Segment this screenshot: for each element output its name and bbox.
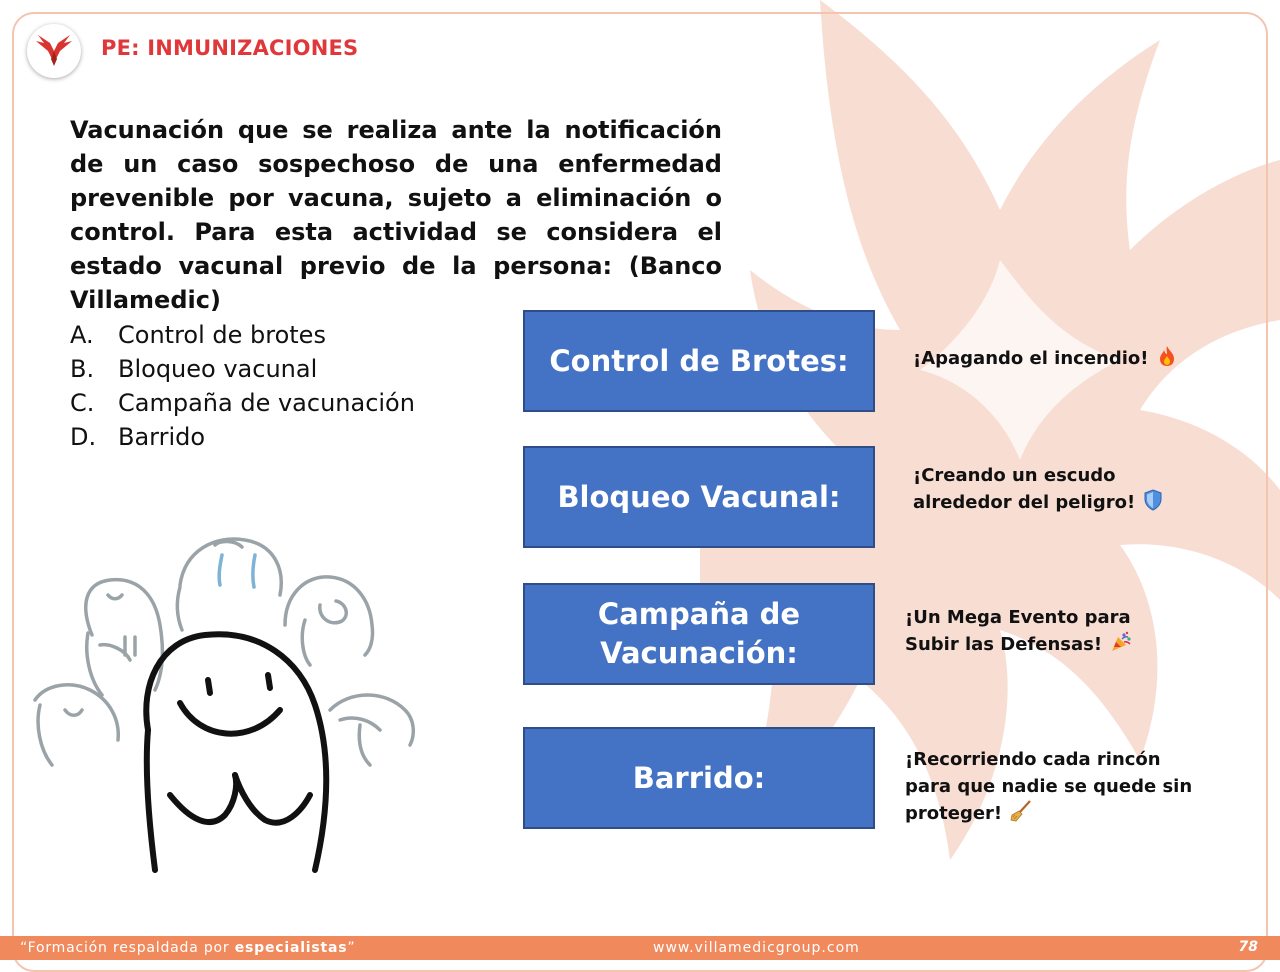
doodle-crowd-illustration (30, 525, 420, 890)
phoenix-logo-icon (34, 33, 74, 69)
note-barrido (905, 746, 1192, 830)
note-bloqueo-vacunal (913, 462, 1163, 519)
option-letter: D. (70, 423, 97, 451)
option-label: Barrido (118, 423, 206, 451)
card-barrido: Barrido: (523, 727, 875, 829)
slogan-bold-text: especialistas (234, 940, 348, 956)
option-letter: C. (70, 389, 95, 417)
slogan-text: “Formación respaldada por (20, 940, 235, 956)
option-a[interactable] (70, 318, 415, 352)
option-b[interactable] (70, 352, 415, 386)
villamedic-logo (27, 24, 81, 78)
option-d[interactable] (70, 420, 415, 454)
option-label: Bloqueo vacunal (118, 355, 318, 383)
note-campana-de-vacunacion (905, 604, 1132, 661)
note-line: Subir las Defensas! (905, 634, 1103, 655)
question-text: Vacunación que se realiza ante la notificación de un caso sospechoso de una enfermedad prevenible por vacuna, sujeto a eliminación o control. Para esta actividad se considera el estado vacunal previo de la persona: (Banco Villamedic) (70, 116, 722, 314)
footer-website-link[interactable]: www.villamedicgroup.com (653, 940, 860, 956)
note-line: ¡Recorriendo cada rincón (905, 749, 1161, 770)
slogan-quote: ” (347, 940, 356, 956)
option-label: Control de brotes (118, 321, 326, 349)
page-number: 78 (1238, 939, 1258, 955)
note-line: proteger! (905, 803, 1003, 824)
option-letter: B. (70, 355, 95, 383)
option-c[interactable] (70, 386, 415, 420)
card-bloqueo-vacunal: Bloqueo Vacunal: (523, 446, 875, 548)
note-line: para que nadie se quede sin (905, 776, 1193, 797)
shield-icon (1143, 489, 1163, 519)
option-label: Campaña de vacunación (118, 389, 415, 417)
card-control-de-brotes: Control de Brotes: (523, 310, 875, 412)
card-campana-de-vacunacion: Campaña de Vacunación: (523, 583, 875, 685)
fire-icon (1157, 345, 1177, 375)
page-title: PE: INMUNIZACIONES (101, 36, 359, 60)
note-line: ¡Un Mega Evento para (905, 607, 1131, 628)
footer-slogan (20, 940, 355, 956)
note-line: alrededor del peligro! (913, 492, 1136, 513)
option-letter: A. (70, 321, 94, 349)
footer-bar (0, 936, 1280, 960)
note-text: ¡Apagando el incendio! (913, 348, 1149, 369)
party-popper-icon (1110, 631, 1132, 661)
answer-options (70, 318, 415, 454)
broom-icon (1010, 800, 1032, 830)
note-line: ¡Creando un escudo (913, 465, 1116, 486)
note-control-de-brotes (913, 345, 1177, 375)
